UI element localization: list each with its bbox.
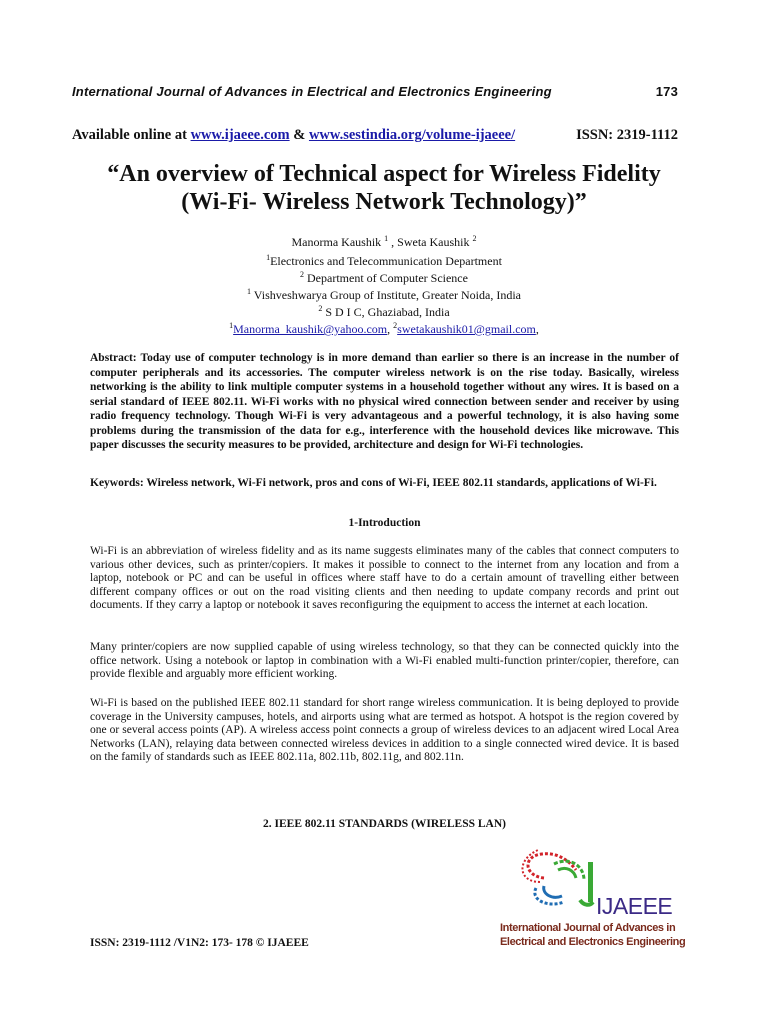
page-number: 173 bbox=[655, 84, 678, 99]
logo-line-1: International Journal of Advances in bbox=[500, 922, 676, 934]
paper-title bbox=[60, 160, 708, 216]
author-names bbox=[60, 234, 708, 251]
author-2-sup: 2 bbox=[472, 234, 477, 243]
affiliation bbox=[60, 253, 708, 270]
ijaeee-logo bbox=[500, 848, 690, 950]
author-1-sup: 1 bbox=[384, 234, 389, 243]
logo-brand-text: IJAEEE bbox=[596, 893, 673, 919]
email-line bbox=[60, 321, 708, 338]
section-heading-introduction: 1-Introduction bbox=[348, 517, 421, 529]
email-trailing: , bbox=[535, 322, 539, 336]
affiliation-sup: 2 bbox=[318, 304, 323, 313]
author-separator: , bbox=[388, 235, 398, 249]
title-line-1: “An overview of Technical aspect for Wireless Fidelity bbox=[107, 161, 661, 187]
author-block bbox=[60, 234, 708, 338]
paragraph: Wi-Fi is based on the published IEEE 802.11 standard for short range wireless communication. It is being deployed to provide coverage in the University campuses, hotels, and airports using what are termed as hotspot. A hotspot is the region covered by one or several access points (AP). A wireless access point connects a group of wireless devices to an adjacent wired Local Area Networks (LAN), relaying data between connected wireless devices in addition to a single connected wired device. It is based on the family of standards such as IEEE 802.11a, 802.11b, 802.11g, and 802.11n. bbox=[90, 697, 679, 763]
section-heading-ieee-standards: 2. IEEE 802.11 STANDARDS (WIRELESS LAN) bbox=[263, 818, 506, 830]
issn-label: ISSN: 2319-1112 bbox=[576, 127, 678, 143]
title-line-2: (Wi-Fi- Wireless Network Technology)” bbox=[181, 189, 587, 215]
affiliation-sup: 1 bbox=[266, 253, 271, 262]
journal-link[interactable]: www.ijaeee.com bbox=[190, 127, 290, 143]
link-separator: & bbox=[293, 127, 306, 143]
sestindia-link[interactable]: www.sestindia.org/volume-ijaeee/ bbox=[308, 127, 516, 143]
affiliation bbox=[60, 270, 708, 287]
email-2-sup: 2 bbox=[393, 321, 398, 330]
logo-line-2: Electrical and Electronics Engineering bbox=[500, 936, 686, 948]
affiliation-text: Department of Computer Science bbox=[307, 271, 468, 285]
affiliation bbox=[60, 287, 708, 304]
email-2-link[interactable]: swetakaushik01@gmail.com bbox=[397, 322, 536, 336]
footer-issn: ISSN: 2319-1112 /V1N2: 173- 178 © IJAEEE bbox=[90, 937, 309, 949]
paragraph: Many printer/copiers are now supplied capable of using wireless technology, so that they can be connected quickly into the office network. Using a notebook or laptop in combination with a Wi-Fi enabled multi-function printer/copier, therefore, can provide flexible and arguably more efficient working. bbox=[90, 641, 679, 680]
abstract: Abstract: Today use of computer technology is in more demand than earlier so there is an increase in the number of computer peripherals and its accessories. The computer wireless network is on the rise today. Basically, wireless networking is the ability to link multiple computer systems in a household together without any wires. It is based on a serial standard of IEEE 802.11. Wi-Fi works with no physical wired connection between sender and receiver by using radio frequency technology. Though Wi-Fi is very advantageous and a powerful technology, it is also having some problems during the transmission of the data for e.g., interference with the household devices like microwave. This paper discusses the security measures to be provided, architecture and design for Wi-Fi technologies. bbox=[90, 352, 679, 451]
affiliation-text: Electronics and Telecommunication Department bbox=[270, 254, 502, 268]
email-1-sup: 1 bbox=[229, 321, 234, 330]
author-2: Sweta Kaushik bbox=[397, 235, 470, 249]
keywords: Keywords: Wireless network, Wi-Fi network, pros and cons of Wi-Fi, IEEE 802.11 standards, applications of Wi-Fi. bbox=[90, 477, 657, 489]
affiliation-text: Vishveshwarya Group of Institute, Greater Noida, India bbox=[253, 288, 521, 302]
journal-header bbox=[72, 84, 682, 99]
availability-prefix: Available online at bbox=[72, 127, 187, 143]
paragraph: Wi-Fi is an abbreviation of wireless fidelity and as its name suggests eliminates many of the cables that connect computers to various other devices, such as printer/copiers. It makes it possible to connect to the internet from any location and from a laptop, notebook or PC and can be useful in offices where staff have to do a certain amount of travelling either between different company offices or out on the road visiting clients and then needing to update company records and print out documents. If they carry a laptop or notebook it saves reconfiguring the equipment to access the internet at each location. bbox=[90, 545, 679, 611]
affiliation-sup: 1 bbox=[247, 287, 251, 296]
affiliation-text: S D I C, Ghaziabad, India bbox=[325, 305, 450, 319]
affiliation-sup: 2 bbox=[300, 270, 305, 279]
email-1-link[interactable]: Manorma_kaushik@yahoo.com bbox=[233, 322, 388, 336]
availability-line bbox=[72, 127, 682, 144]
author-1: Manorma Kaushik bbox=[291, 235, 382, 249]
affiliation bbox=[60, 304, 708, 321]
email-separator: , bbox=[387, 322, 394, 336]
journal-name: International Journal of Advances in Electrical and Electronics Engineering bbox=[72, 84, 552, 99]
